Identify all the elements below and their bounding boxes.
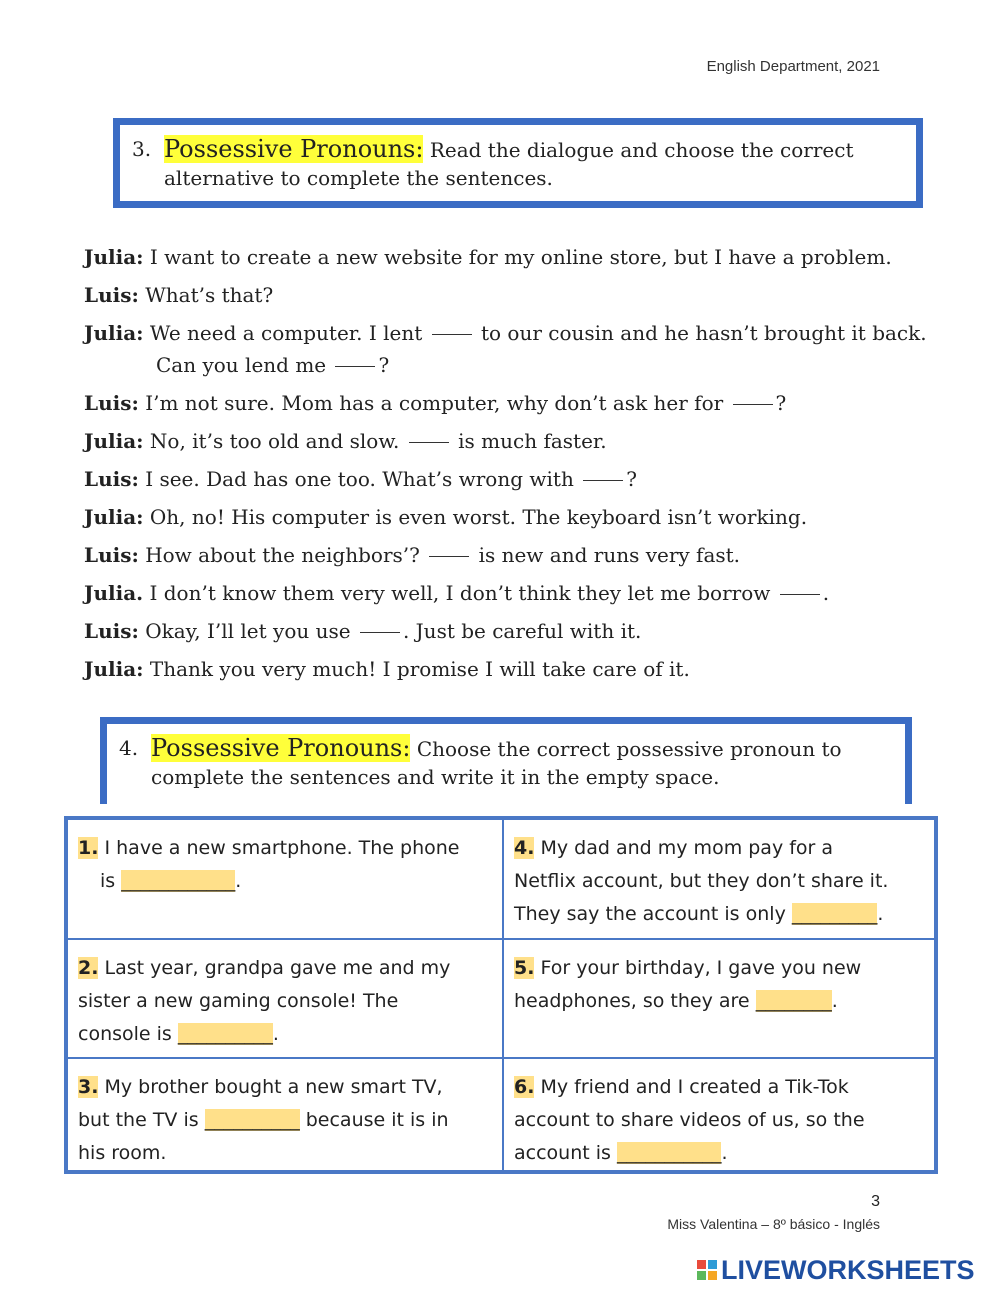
speaker: Luis:	[84, 467, 139, 491]
liveworksheets-logo-icon	[697, 1260, 717, 1280]
exercise-text: account is	[514, 1142, 611, 1164]
dialogue-line	[84, 384, 964, 422]
dialogue	[84, 238, 964, 688]
dialogue-text: We need a computer. I lent	[149, 321, 429, 345]
exercise-text: his room.	[78, 1142, 167, 1164]
answer-blank[interactable]: __________	[177, 1023, 273, 1045]
answer-blank[interactable]: ________	[755, 990, 832, 1012]
exercise-cell-5	[503, 939, 935, 1058]
speaker: Julia.	[84, 581, 144, 605]
speaker: Julia:	[84, 245, 144, 269]
liveworksheets-logo-text: LIVEWORKSHEETS	[721, 1254, 975, 1285]
exercise-text: console is	[78, 1023, 172, 1045]
exercise-number: 6.	[514, 1076, 535, 1098]
dialogue-line	[84, 650, 964, 688]
exercise-cell-3	[67, 1058, 503, 1171]
section-4-title: Possessive Pronouns:	[151, 734, 411, 762]
exercise-text: They say the account is only	[514, 903, 786, 925]
exercise-text: is	[100, 870, 116, 892]
dialogue-text: is much faster.	[451, 429, 607, 453]
dialogue-line	[84, 238, 964, 276]
dialogue-text: No, it’s too old and slow.	[149, 429, 406, 453]
answer-blank[interactable]	[409, 442, 449, 443]
exercise-text: For your birthday, I gave you new	[540, 957, 862, 979]
exercise-text: I have a new smartphone. The phone	[104, 837, 460, 859]
dialogue-line	[84, 422, 964, 460]
dialogue-text: Oh, no! His computer is even worst. The keyboard isn’t working.	[149, 505, 808, 529]
section-4-instruction-line1: Choose the correct possessive pronoun to	[416, 737, 842, 761]
footer-credit: Miss Valentina – 8º básico - Inglés	[667, 1216, 880, 1232]
dialogue-line	[84, 536, 964, 574]
exercise-cell-4	[503, 819, 935, 939]
exercise-number: 3.	[78, 1076, 99, 1098]
exercise-text: .	[877, 903, 884, 925]
dialogue-text: . Just be careful with it.	[402, 619, 642, 643]
speaker: Luis:	[84, 283, 139, 307]
answer-blank[interactable]: __________	[204, 1109, 300, 1131]
dialogue-text: How about the neighbors’?	[145, 543, 427, 567]
dialogue-line	[84, 276, 964, 314]
dialogue-text: is new and runs very fast.	[472, 543, 741, 567]
department-header: English Department, 2021	[706, 58, 880, 75]
dialogue-text: I see. Dad has one too. What’s wrong with	[145, 467, 581, 491]
dialogue-text: ?	[775, 391, 787, 415]
speaker: Julia:	[84, 429, 144, 453]
exercise-text: My dad and my mom pay for a	[540, 837, 834, 859]
exercise-text: because it is in	[305, 1109, 449, 1131]
section-3-instruction-box	[113, 118, 923, 208]
speaker: Julia:	[84, 505, 144, 529]
answer-blank[interactable]	[583, 480, 623, 481]
speaker: Luis:	[84, 391, 139, 415]
speaker: Luis:	[84, 619, 139, 643]
dialogue-text: Thank you very much! I promise I will take care of it.	[149, 657, 690, 681]
answer-blank[interactable]: ___________	[616, 1142, 722, 1164]
page-number: 3	[871, 1193, 880, 1210]
section-4-instruction-line2: complete the sentences and write it in the empty space.	[151, 765, 720, 789]
exercise-text: sister a new gaming console! The	[78, 990, 399, 1012]
exercise-text: headphones, so they are	[514, 990, 750, 1012]
exercise-text: .	[235, 870, 242, 892]
dialogue-text: .	[822, 581, 830, 605]
exercise-number: 5.	[514, 957, 535, 979]
dialogue-line	[84, 498, 964, 536]
exercise-text: but the TV is	[78, 1109, 199, 1131]
answer-blank[interactable]	[360, 632, 400, 633]
exercise-text: .	[721, 1142, 728, 1164]
exercise-text: .	[831, 990, 838, 1012]
dialogue-text: Can you lend me	[156, 353, 333, 377]
answer-blank[interactable]: ____________	[121, 870, 236, 892]
exercise-cell-1	[67, 819, 503, 939]
speaker: Julia:	[84, 321, 144, 345]
dialogue-line	[84, 460, 964, 498]
answer-blank[interactable]	[733, 404, 773, 405]
exercise-text: My friend and I created a Tik-Tok	[540, 1076, 849, 1098]
section-3-number: 3.	[132, 137, 152, 161]
dialogue-line	[84, 612, 964, 650]
dialogue-text: ?	[626, 467, 637, 491]
exercise-cell-6	[503, 1058, 935, 1171]
section-3-instruction-line2: alternative to complete the sentences.	[164, 166, 553, 190]
exercise-text: Last year, grandpa gave me and my	[104, 957, 451, 979]
exercise-number: 4.	[514, 837, 535, 859]
dialogue-text: I want to create a new website for my online store, but I have a problem.	[149, 245, 892, 269]
section-4-instruction-box	[100, 717, 912, 804]
section-3-title: Possessive Pronouns:	[164, 135, 424, 163]
exercise-table	[64, 816, 938, 1174]
answer-blank[interactable]	[335, 366, 375, 367]
answer-blank[interactable]	[429, 556, 469, 557]
dialogue-text: Okay, I’ll let you use	[145, 619, 357, 643]
exercise-text: Netflix account, but they don’t share it.	[514, 870, 889, 892]
answer-blank[interactable]	[432, 334, 472, 335]
dialogue-text: I don’t know them very well, I don’t think they let me borrow	[149, 581, 777, 605]
dialogue-line	[84, 574, 964, 612]
exercise-text: account to share videos of us, so the	[514, 1109, 865, 1131]
exercise-text: My brother bought a new smart TV,	[104, 1076, 443, 1098]
speaker: Julia:	[84, 657, 144, 681]
exercise-number: 1.	[78, 837, 99, 859]
exercise-cell-2	[67, 939, 503, 1058]
exercise-text: .	[272, 1023, 279, 1045]
dialogue-text: to our cousin and he hasn’t brought it back.	[474, 321, 927, 345]
speaker: Luis:	[84, 543, 139, 567]
exercise-number: 2.	[78, 957, 99, 979]
dialogue-text: ?	[378, 353, 390, 377]
liveworksheets-logo	[697, 1256, 975, 1284]
section-4-number: 4.	[119, 736, 139, 760]
dialogue-text: I’m not sure. Mom has a computer, why don’t ask her for	[145, 391, 730, 415]
answer-blank[interactable]: _________	[791, 903, 878, 925]
answer-blank[interactable]	[780, 594, 820, 595]
dialogue-text: What’s that?	[145, 283, 274, 307]
section-3-instruction-line1: Read the dialogue and choose the correct	[429, 138, 854, 162]
